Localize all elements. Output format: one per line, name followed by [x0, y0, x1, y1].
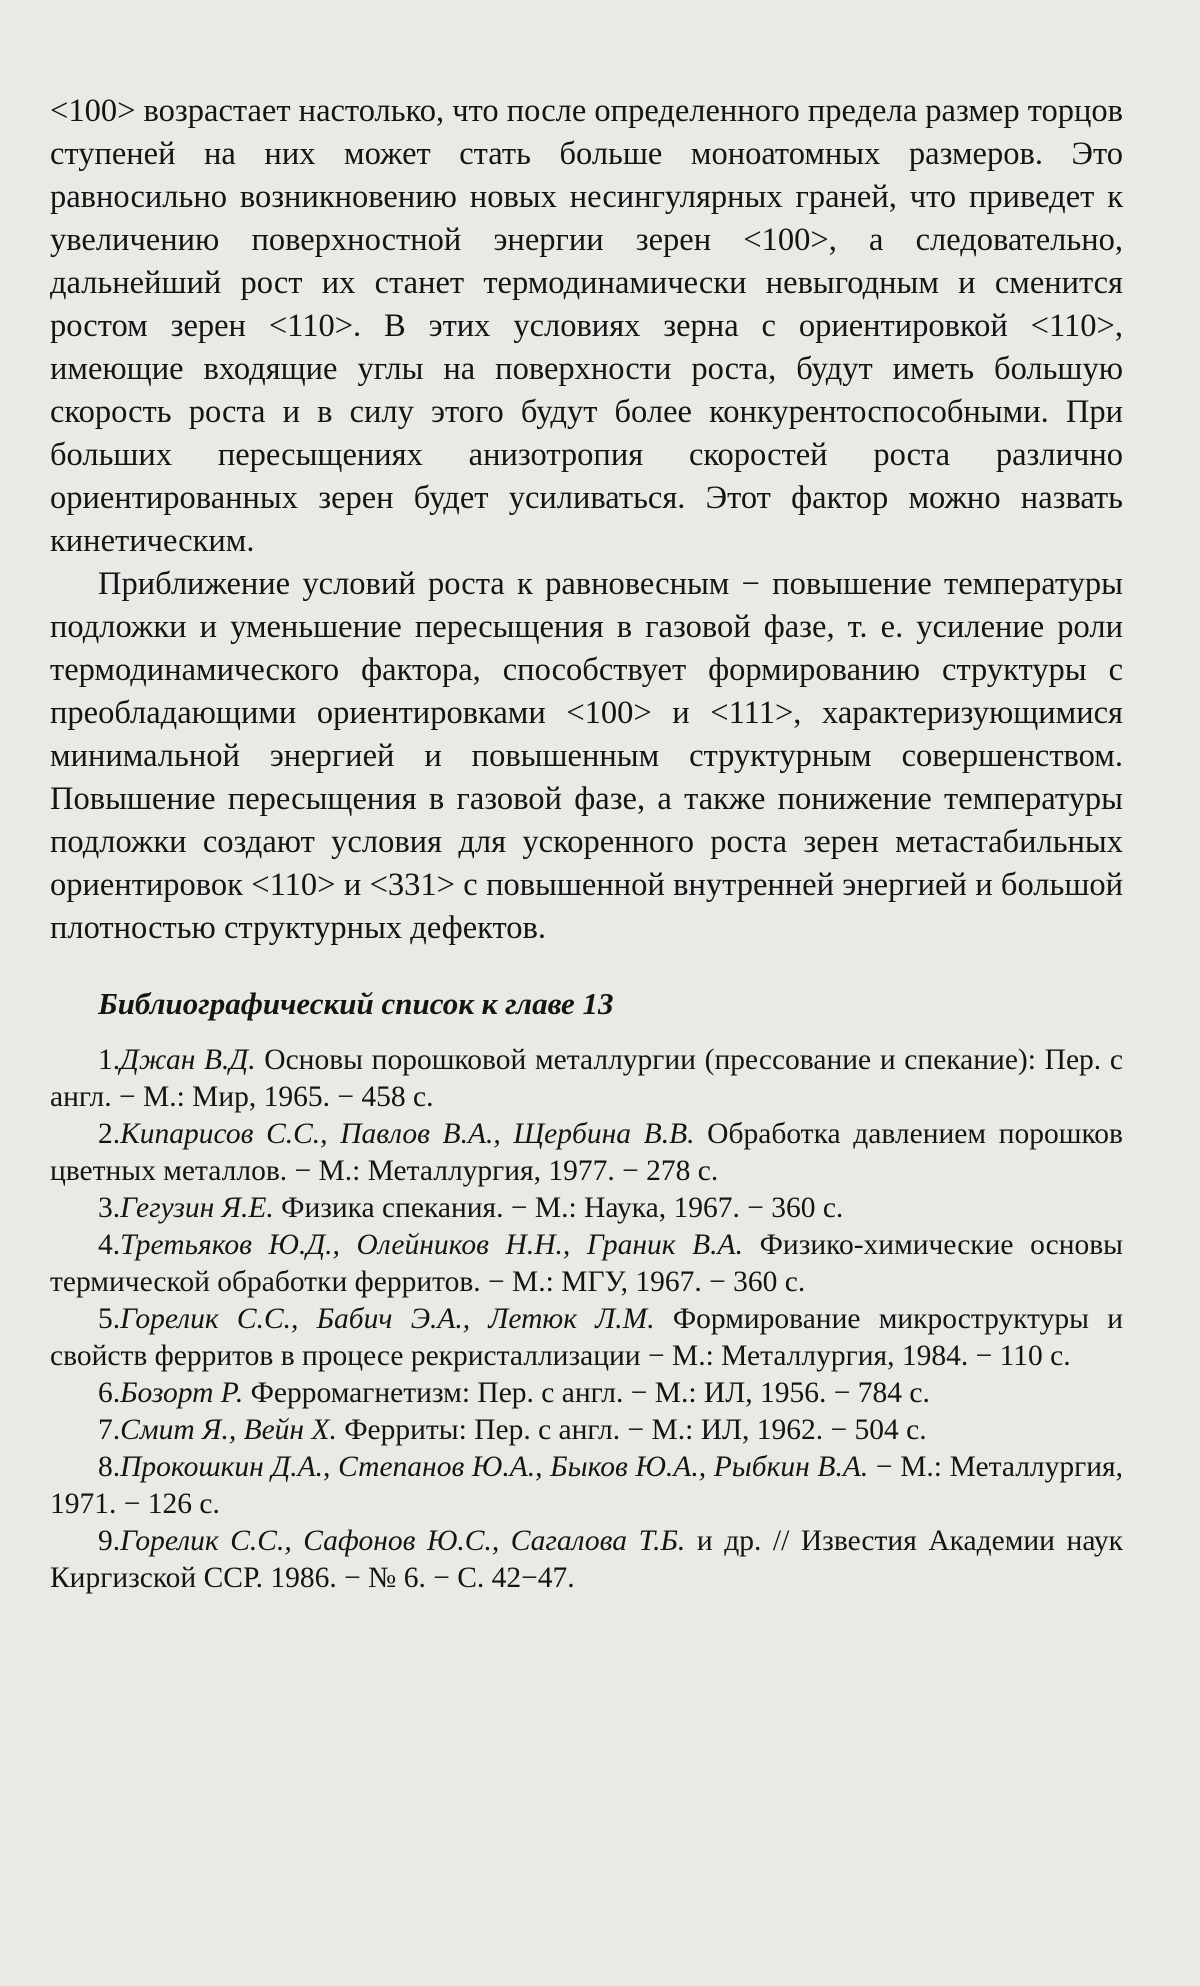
document-page: [50, 90, 1123, 1597]
bib-authors: Гегузин Я.Е.: [120, 1192, 274, 1224]
bib-text: и др. // Известия Академии наук Киргизской ССР. 1986. − № 6. − С. 42−47.: [50, 1525, 1123, 1594]
bibliography-list: [50, 1042, 1123, 1597]
bib-text: − М.: Металлургия, 1971. − 126 с.: [50, 1451, 1123, 1520]
bib-number: 2.: [98, 1118, 121, 1150]
bibliography-item: [50, 1412, 1123, 1449]
bibliography-item: [50, 1523, 1123, 1597]
bib-authors: Третьяков Ю.Д., Олейников Н.Н., Граник В.А.: [120, 1229, 743, 1261]
bibliography-item: [50, 1375, 1123, 1412]
bib-number: 5.: [98, 1303, 121, 1335]
bib-authors: Джан В.Д.: [120, 1044, 256, 1076]
bibliography-heading: Библиографический список к главе 13: [98, 986, 614, 1021]
bib-number: 3.: [98, 1192, 121, 1224]
bib-text: Ферромагнетизм: Пер. с англ. − М.: ИЛ, 1956. − 784 с.: [243, 1377, 930, 1409]
bib-authors: Горелик С.С., Бабич Э.А., Летюк Л.М.: [120, 1303, 655, 1335]
bib-authors: Прокошкин Д.А., Степанов Ю.А., Быков Ю.А., Рыбкин В.А.: [120, 1451, 869, 1483]
bibliography-item: [50, 1449, 1123, 1523]
bib-number: 1.: [98, 1044, 121, 1076]
body-paragraph-1: <100> возрастает настолько, что после определенного предела размер торцов ступеней на них может стать больше моноатомных размеров. Это равносильно возникновению новых несингулярных граней, что приведет к увеличению поверхностной энергии зерен <100>, а следовательно, дальнейший рост их станет термодинамически невыгодным и сменится ростом зерен <110>. В этих условиях зерна с ориентировкой <110>, имеющие входящие углы на поверхности роста, будут иметь большую скорость роста и в силу этого будут более конкурентоспособными. При больших пересыщениях анизотропия скоростей роста различно ориентированных зерен будет усиливаться. Этот фактор можно назвать кинетическим.: [50, 93, 1123, 559]
bib-text: Основы порошковой металлургии (прессование и спекание): Пер. с англ. − М.: Мир, 1965. − 458 с.: [50, 1044, 1123, 1113]
bibliography-item: [50, 1301, 1123, 1375]
bib-number: 6.: [98, 1377, 121, 1409]
bib-authors: Горелик С.С., Сафонов Ю.С., Сагалова Т.Б.: [120, 1525, 686, 1557]
bib-number: 7.: [98, 1414, 121, 1446]
bib-number: 9.: [98, 1525, 121, 1557]
bib-text: Формирование микроструктуры и свойств ферритов в процесе рекристаллизации − М.: Металлургия, 1984. − 110 с.: [50, 1303, 1123, 1372]
bibliography-item: [50, 1042, 1123, 1116]
bib-text: Физико-химические основы термической обработки ферритов. − М.: МГУ, 1967. − 360 с.: [50, 1229, 1124, 1298]
body-paragraph-2: Приближение условий роста к равновесным − повышение температуры подложки и уменьшение пересыщения в газовой фазе, т. е. усиление роли термодинамического фактора, способствует формированию структуры с преобладающими ориентировками <100> и <111>, характеризующимися минимальной энергией и повышенным структурным совершенством. Повышение пересыщения в газовой фазе, а также понижение температуры подложки создают условия для ускоренного роста зерен метастабильных ориентировок <110> и <331> с повышенной внутренней энергией и большой плотностью структурных дефектов.: [50, 566, 1123, 946]
bib-number: 4.: [98, 1229, 121, 1261]
bib-text: Обработка давлением порошков цветных металлов. − М.: Металлургия, 1977. − 278 с.: [50, 1118, 1123, 1187]
bib-authors: Бозорт Р.: [120, 1377, 244, 1409]
bib-text: Ферриты: Пер. с англ. − М.: ИЛ, 1962. − 504 с.: [336, 1414, 927, 1446]
bibliography-item: [50, 1190, 1123, 1227]
bib-authors: Кипарисов С.С., Павлов В.А., Щербина В.В.: [120, 1118, 695, 1150]
bibliography-item: [50, 1227, 1123, 1301]
bib-text: Физика спекания. − М.: Наука, 1967. − 360 с.: [273, 1192, 844, 1224]
bibliography-item: [50, 1116, 1123, 1190]
bib-authors: Смит Я., Вейн Х.: [120, 1414, 337, 1446]
bib-number: 8.: [98, 1451, 121, 1483]
